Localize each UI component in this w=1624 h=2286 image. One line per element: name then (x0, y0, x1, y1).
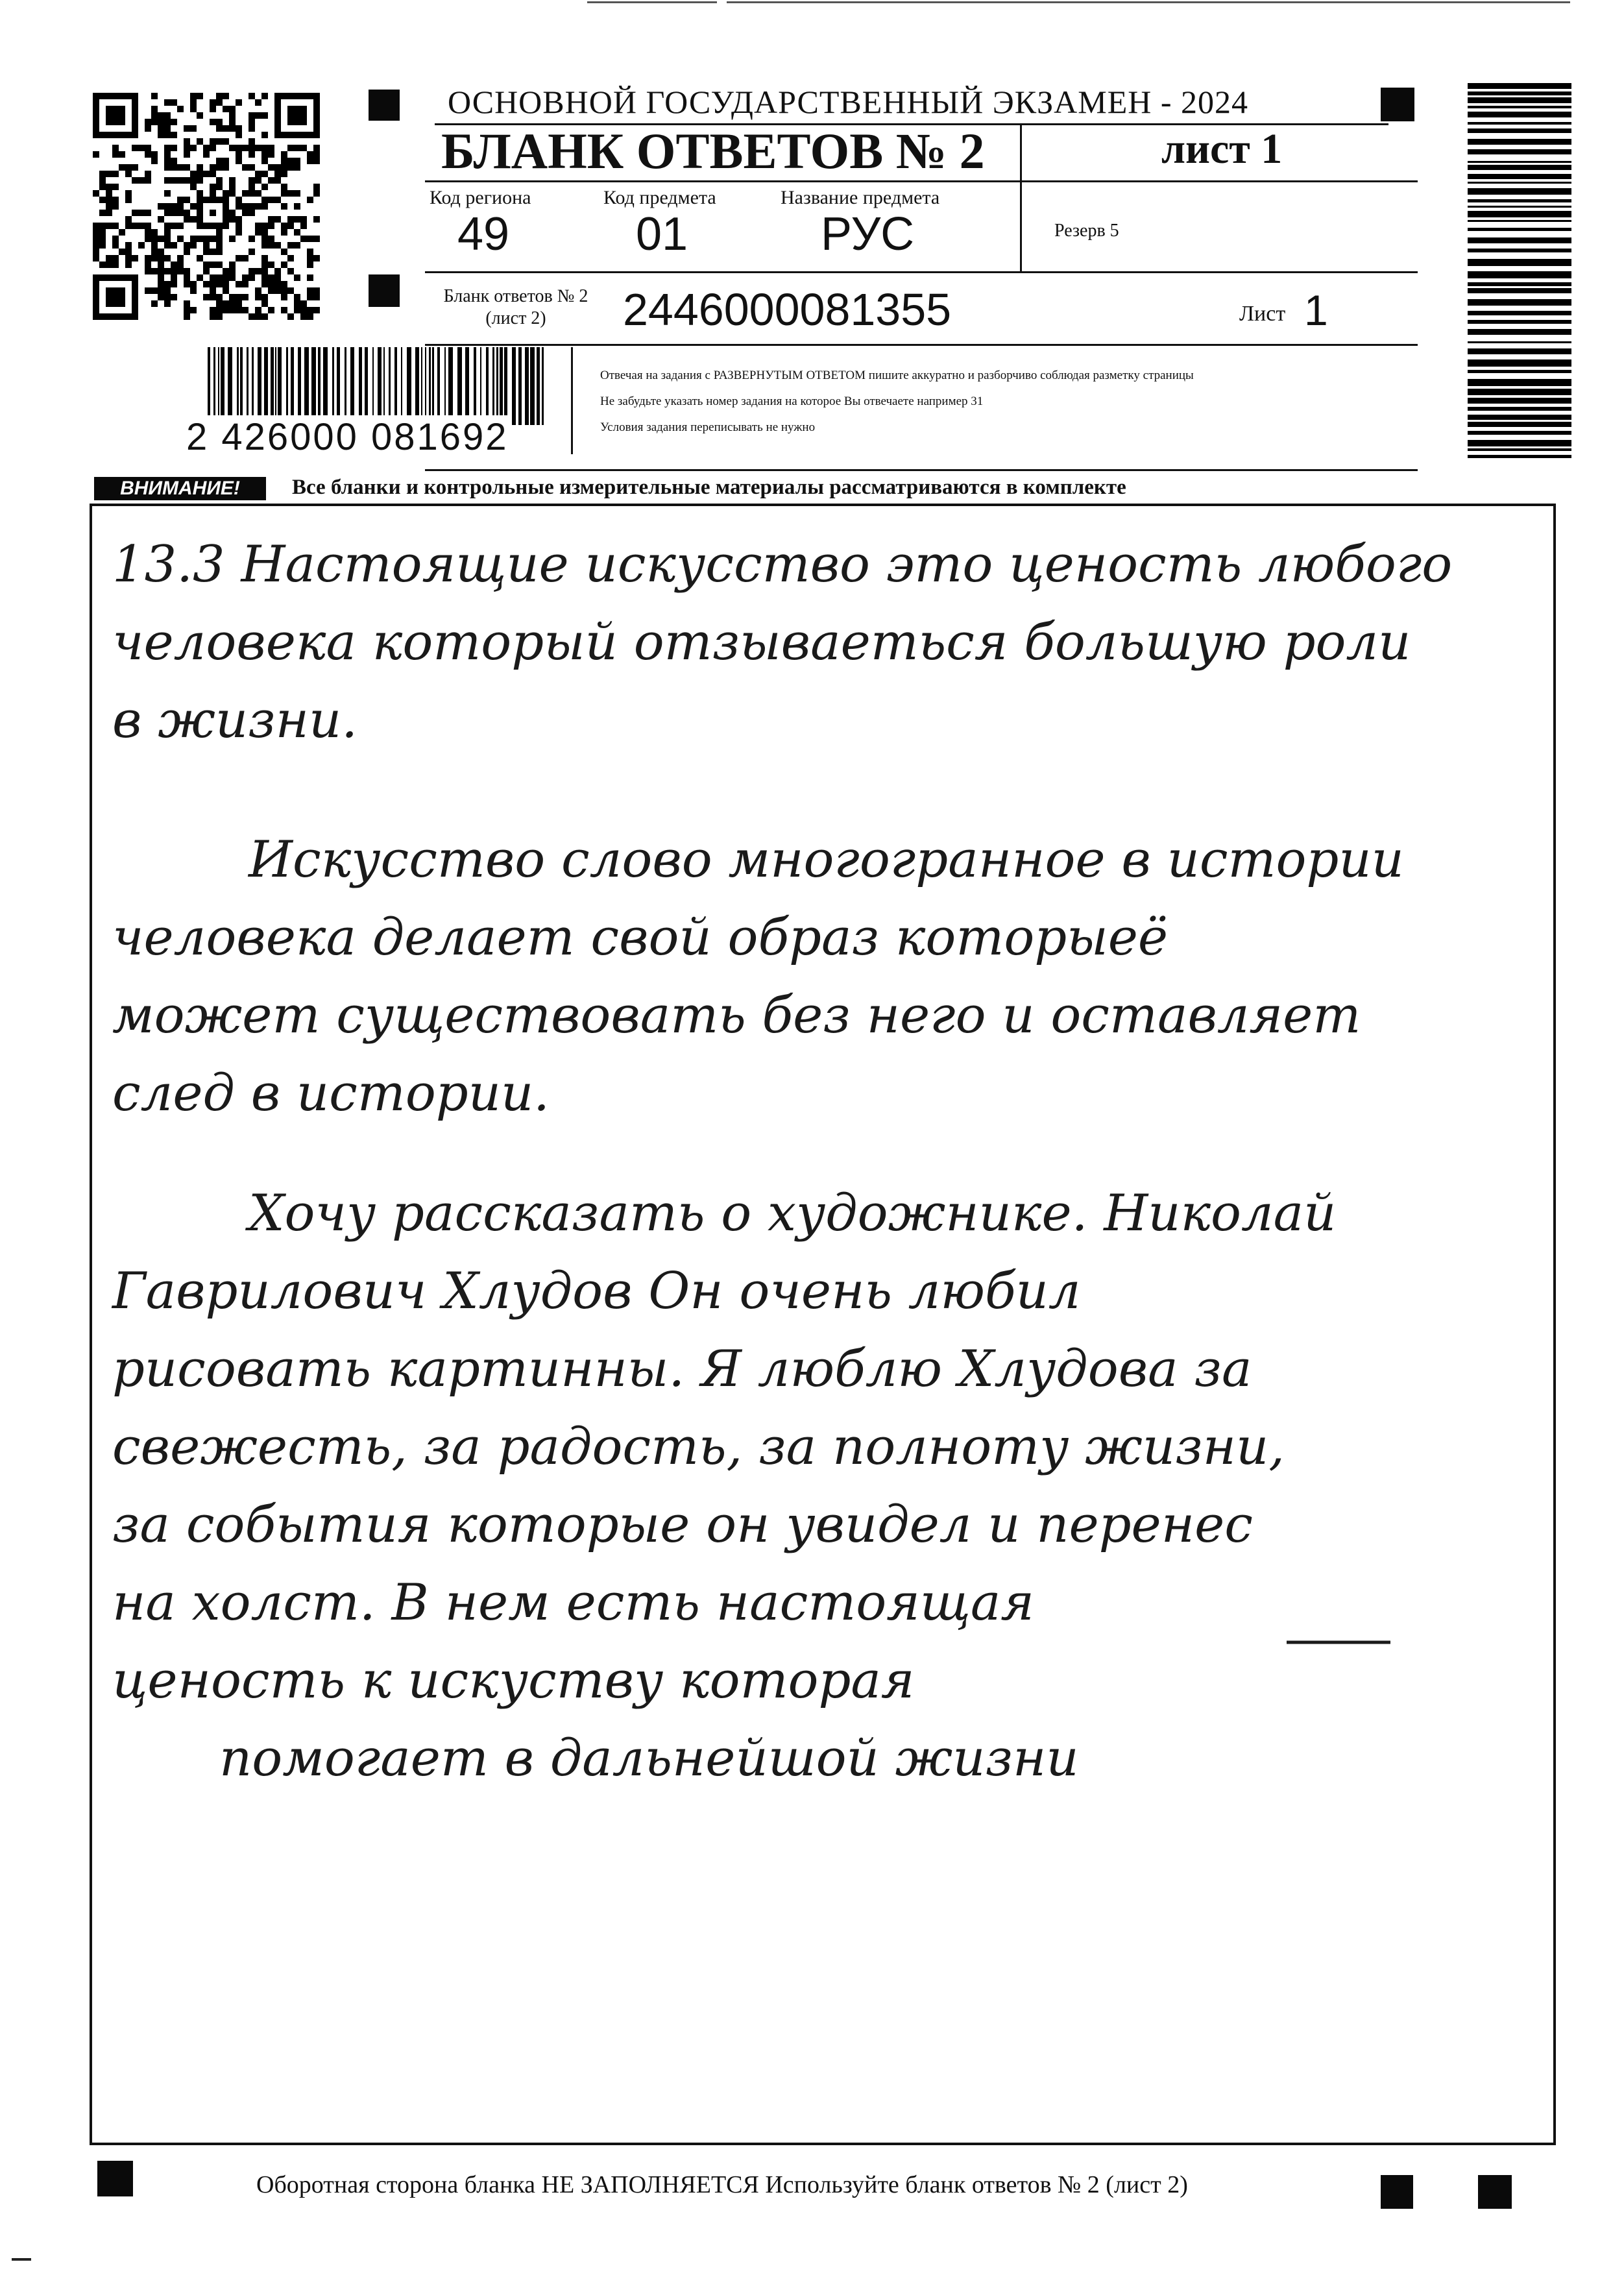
reserve-field: Резерв 5 (1054, 221, 1119, 241)
handwritten-line: свежесть, за радость, за полноту жизни, (112, 1418, 1285, 1476)
sheet-label: Лист (1239, 302, 1286, 326)
sheet-number: 1 (1304, 286, 1328, 334)
linked-form-number: 2446000081355 (623, 284, 952, 335)
barcode-digits: 2 426000 081692 (184, 415, 511, 459)
subject-name-label: Название предмета (781, 187, 940, 208)
linked-form-label (425, 286, 607, 330)
alignment-marker-mid-left (369, 274, 400, 307)
handwritten-line: след в истории. (112, 1064, 550, 1123)
handwritten-line: ценость к искуству которая (112, 1651, 915, 1710)
header-divider (1020, 125, 1022, 271)
handwritten-line: Гаврилович Хлудов Он очень любил (112, 1262, 1081, 1320)
attention-text: Все бланки и контрольные измерительные материалы рассматриваются в комплекте (292, 476, 1126, 499)
handwritten-line: рисовать картинны. Я люблю Хлудова за (112, 1340, 1252, 1398)
alignment-marker-bottom-right-1 (1381, 2175, 1413, 2209)
handwritten-line: человека делает свой образ которыеё (112, 908, 1169, 967)
scan-edge-line (587, 1, 717, 3)
instruction-line: Не забудьте указать номер задания на которое Вы отвечаете например 31 (600, 395, 984, 408)
header-rule (425, 180, 1418, 182)
handwritten-line: за события которые он увидел и перенес (112, 1496, 1253, 1554)
header-rule (425, 344, 1418, 346)
instruction-line: Отвечая на задания с РАЗВЕРНУТЫМ ОТВЕТОМ пишите аккуратно и разборчиво соблюдая разметку страницы (600, 369, 1194, 382)
handwritten-line: помогает в дальнейшой жизни (219, 1729, 1079, 1788)
subject-code-label: Код предмета (603, 187, 716, 208)
handwritten-line: может существовать без него и оставляет (112, 986, 1361, 1045)
instruction-line: Условия задания переписывать не нужно (600, 420, 816, 434)
footer-note: Оборотная сторона бланка НЕ ЗАПОЛНЯЕТСЯ Используйте бланк ответов № 2 (лист 2) (256, 2171, 1188, 2198)
alignment-marker-bottom-right-2 (1478, 2175, 1512, 2209)
subject-code-value: 01 (636, 208, 688, 260)
region-code-value: 49 (457, 208, 510, 260)
region-code-label: Код региона (430, 187, 531, 208)
linked-form-label-line2: (лист 2) (485, 308, 546, 328)
handwritten-answer (90, 504, 1556, 2145)
scan-edge-line (727, 1, 1570, 3)
side-barcode-icon (1468, 83, 1571, 459)
header-rule (425, 469, 1418, 471)
scan-edge-mark (12, 2258, 31, 2261)
handwritten-line: 13.3 Настоящие искусство это ценость любого (112, 535, 1453, 594)
handwritten-line: человека который отзываеться большую роли (112, 613, 1411, 672)
sheet-title: лист 1 (1161, 125, 1283, 173)
form-title: БЛАНК ОТВЕТОВ № 2 (441, 123, 985, 179)
instruction-divider (571, 347, 573, 454)
header-rule (425, 271, 1418, 273)
subject-name-value: РУС (821, 208, 915, 260)
linked-form-label-line1: Бланк ответов № 2 (443, 286, 588, 306)
handwritten-line: Искусство слово многогранное в истории (248, 831, 1404, 889)
qr-code-icon (93, 93, 320, 320)
handwritten-line: Хочу рассказать о художнике. Николай (248, 1184, 1337, 1243)
attention-badge: ВНИМАНИЕ! (94, 477, 266, 500)
alignment-marker-top-right (1381, 88, 1414, 121)
alignment-marker-bottom-left (97, 2161, 133, 2196)
handwritten-line: в жизни. (112, 691, 358, 749)
exam-title: ОСНОВНОЙ ГОСУДАРСТВЕННЫЙ ЭКЗАМЕН - 2024 (448, 84, 1248, 120)
alignment-marker-top-left (369, 90, 400, 121)
handwritten-line: на холст. В нем есть настоящая (112, 1574, 1035, 1632)
